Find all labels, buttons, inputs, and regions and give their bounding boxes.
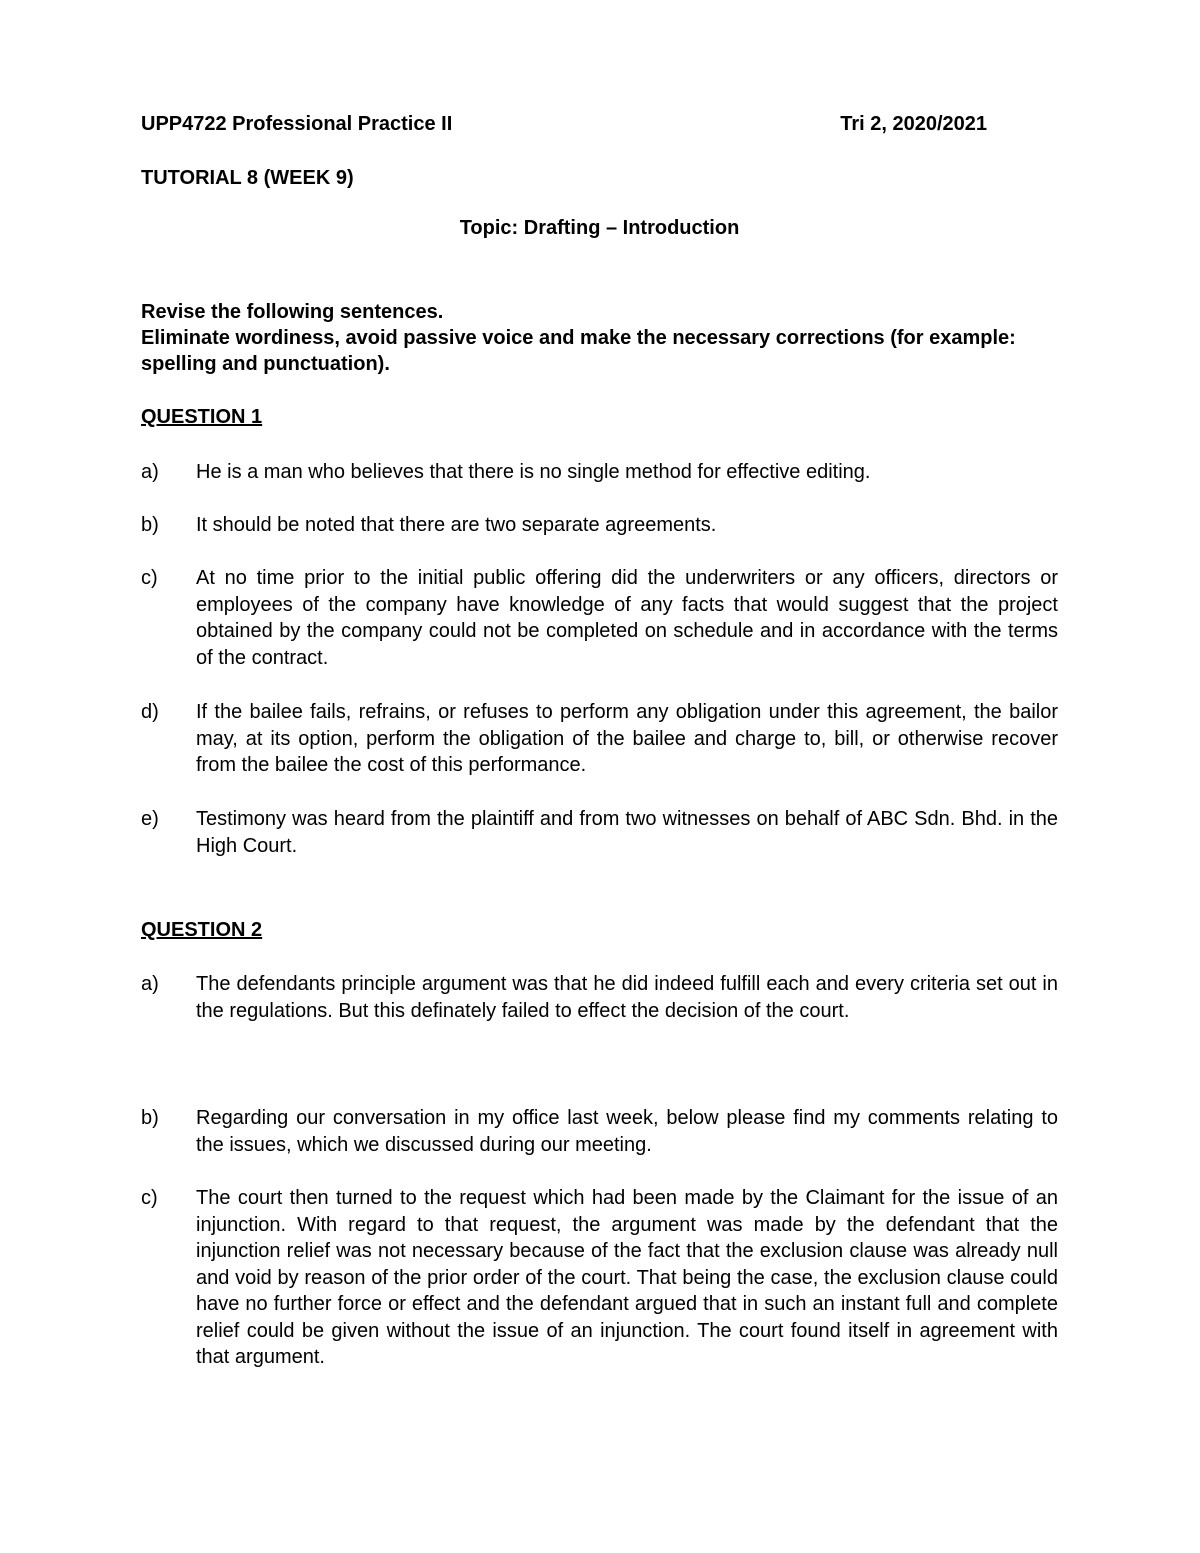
item-text: The court then turned to the request which had been made by the Claimant for the issue of an injunction. With regard to that request, the argument was made by the defendant that the injunction relief was not necessary because of the fact that the exclusion clause was already null and void by reason of the prior order of the court. That being the case, the exclusion clause could have no further force or effect and the defendant argued that in such an instant full and complete relief could be given without the issue of an injunction. The court found itself in agreement with that argument. [196,1187,1058,1368]
item-text: The defendants principle argument was that he did indeed fulfill each and every criteria set out in the regulations. But this definately failed to effect the decision of the court. [196,973,1058,1022]
item-text: Regarding our conversation in my office last week, below please find my comments relating to the issues, which we discussed during our meeting. [196,1107,1058,1156]
question-1-item-a [141,459,1058,486]
question-1-item-b [141,512,1058,539]
item-text: At no time prior to the initial public offering did the underwriters or any officers, directors or employees of the company have knowledge of any facts that would suggest that the project obtained by the company could not be completed on schedule and in accordance with the terms of the contract. [196,567,1058,669]
question-1-item-e [141,806,1058,859]
item-letter: b) [141,1107,159,1129]
item-letter: a) [141,973,159,995]
item-letter: b) [141,514,159,536]
instructions [141,299,1058,377]
question-2-item-c [141,1185,1058,1371]
item-letter: a) [141,461,159,483]
question-1-heading: QUESTION 1 [141,406,263,428]
item-letter: c) [141,1187,158,1209]
question-1-item-d [141,699,1058,779]
item-letter: d) [141,701,159,723]
document-header [141,107,987,141]
question-2-heading: QUESTION 2 [141,919,263,941]
item-letter: e) [141,808,159,830]
instruction-line-2: Eliminate wordiness, avoid passive voice and make the necessary corrections (for example: spelling and punctuation). [141,327,1016,375]
topic-title: Topic: Drafting – Introduction [459,217,740,239]
question-2-item-a [141,971,1058,1024]
item-text: If the bailee fails, refrains, or refuses to perform any obligation under this agreement, the bailor may, at its option, perform the obligation of the bailee and charge to, bill, or otherwise recover from the bailee the cost of this performance. [196,701,1058,776]
tutorial-title: TUTORIAL 8 (WEEK 9) [141,167,354,189]
item-text: It should be noted that there are two separate agreements. [196,514,717,536]
item-text: He is a man who believes that there is no single method for effective editing. [196,461,871,483]
course-title: UPP4722 Professional Practice II [141,113,453,135]
item-letter: c) [141,567,158,589]
question-1-item-c [141,565,1058,671]
instruction-line-1: Revise the following sentences. [141,301,444,323]
question-2-item-b [141,1105,1058,1158]
item-text: Testimony was heard from the plaintiff and from two witnesses on behalf of ABC Sdn. Bhd. in the High Court. [196,808,1058,857]
term-label: Tri 2, 2020/2021 [840,113,987,135]
